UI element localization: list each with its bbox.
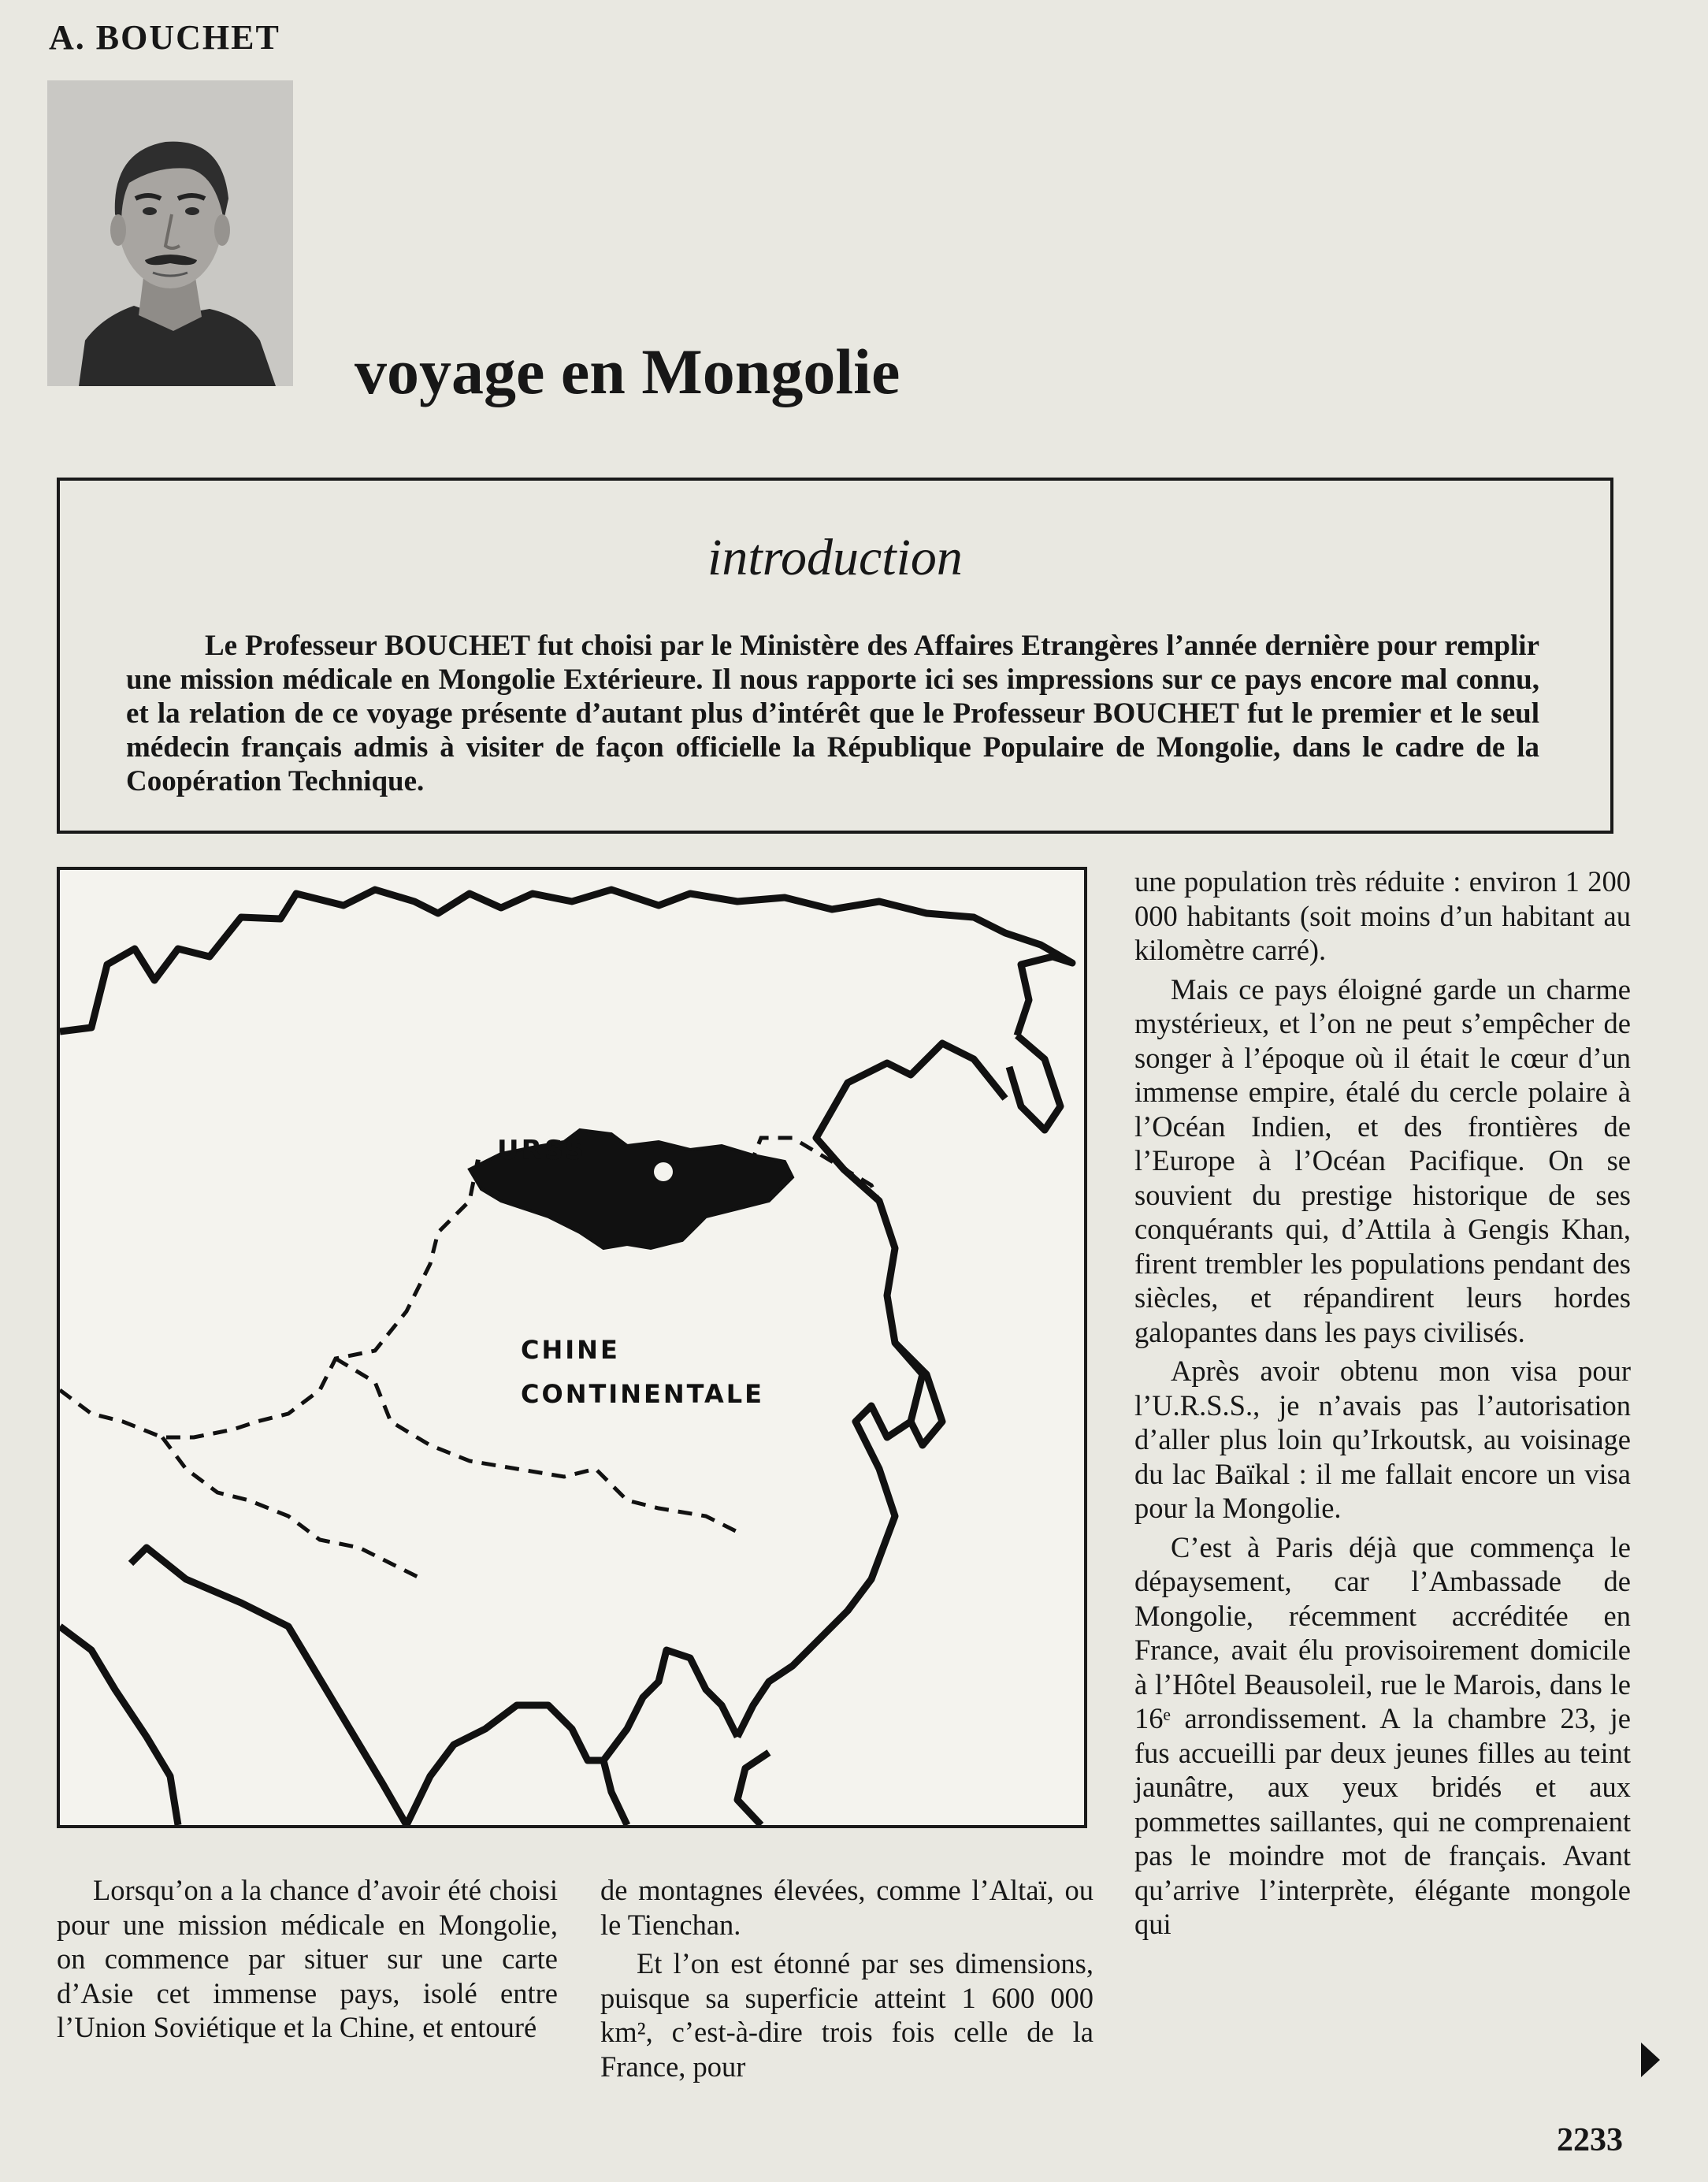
malay-peninsula	[737, 1753, 769, 1825]
southeast-asia-coast	[603, 1650, 737, 1825]
paragraph: Et l’on est étonné par ses dimensions, puisque sa superficie atteint 1 600 000 km², c’est-à-dire trois fois celle de la France, pour	[600, 1947, 1093, 2083]
capital-marker	[654, 1162, 673, 1181]
china-western-border	[162, 1437, 422, 1579]
paragraph: Lorsqu’on a la chance d’avoir été choisi pour une mission médicale en Mongolie, on commence par situer sur une carte d’Asie cet immense pays, isolé entre l’Union Soviétique et la Chine, et entouré	[57, 1874, 558, 2043]
kamchatka-coast	[1009, 1035, 1060, 1130]
paragraph: Mais ce pays éloigné garde un charme mystérieux, et l’on ne peut s’empêcher de songer à l’époque où il était le cœur d’un immense empire, étalé du cercle polaire à l’Océan Indien, et des frontières de l’Europe à l’Océan Pacifique. On se souvient du prestige historique de ses conquérants qui, d’Attila à Gengis Khan, firent trembler les populations pendant des siècles, et répandirent leurs hordes galopantes dans les pays civilisés.	[1134, 972, 1631, 1348]
continue-arrow-icon	[1641, 2043, 1660, 2077]
india-coast	[131, 1548, 603, 1825]
label-urss: URSS	[497, 1135, 587, 1166]
paragraph: C’est à Paris déjà que commença le dépaysement, car l’Ambassade de Mongolie, récemment accréditée en France, avait élu provisoirement domicile à l’Hôtel Beausoleil, rue le Marois, dans le 16ᵉ arrondissement. A la chambre 23, je fus accueilli par deux jeunes filles au teint jaunâtre, aux yeux bridés et aux pommettes saillantes, qui ne comprenaient pas le moindre mot de français. Avant qu’arrive l’interprète, élégante mongole qui	[1134, 1530, 1631, 1940]
introduction-box	[57, 478, 1613, 834]
paragraph: une population très réduite : environ 1 200 000 habitants (soit moins d’un habitant au kilomètre carré).	[1134, 865, 1631, 966]
author-portrait	[47, 80, 293, 386]
author-name: A. BOUCHET	[49, 18, 280, 57]
paragraph: de montagnes élevées, comme l’Altaï, ou le Tienchan.	[600, 1874, 1093, 1941]
paragraph: Après avoir obtenu mon visa pour l’U.R.S.S., je n’avais pas l’autorisation d’aller plus loin qu’Irkoutsk, au voisinage du lac Baïkal : il me fallait encore un visa pour la Mongolie.	[1134, 1355, 1631, 1524]
article-title: voyage en Mongolie	[355, 336, 900, 407]
pacific-coastline	[737, 1043, 1005, 1737]
arctic-coastline	[60, 890, 1072, 1035]
introduction-heading: introduction	[707, 529, 963, 586]
page-number: 2233	[1557, 2122, 1623, 2158]
label-mongolie: MONGOLIE	[548, 1274, 720, 1304]
introduction-paragraph: Le Professeur BOUCHET fut choisi par le Ministère des Affaires Etrangères l’année dernière pour remplir une mission médicale en Mongolie Extérieure. Il nous rapporte ici ses impressions sur ce pays encore mal connu, et la relation de ce voyage présente d’autant plus d’intérêt que le Professeur BOUCHET fut le premier et le seul médecin français admis à visiter de façon officielle la République Populaire de Mongolie, dans le cadre de la Coopération Technique.	[126, 630, 1539, 797]
introduction-text	[126, 629, 1539, 798]
label-continentale: CONTINENTALE	[521, 1379, 764, 1409]
label-chine: CHINE	[521, 1335, 620, 1365]
asia-map	[57, 867, 1087, 1828]
arabian-coast	[60, 1626, 178, 1825]
article-column-right	[1134, 864, 1631, 1942]
article-column-middle	[600, 1873, 1093, 2083]
article-column-left	[57, 1873, 558, 2045]
